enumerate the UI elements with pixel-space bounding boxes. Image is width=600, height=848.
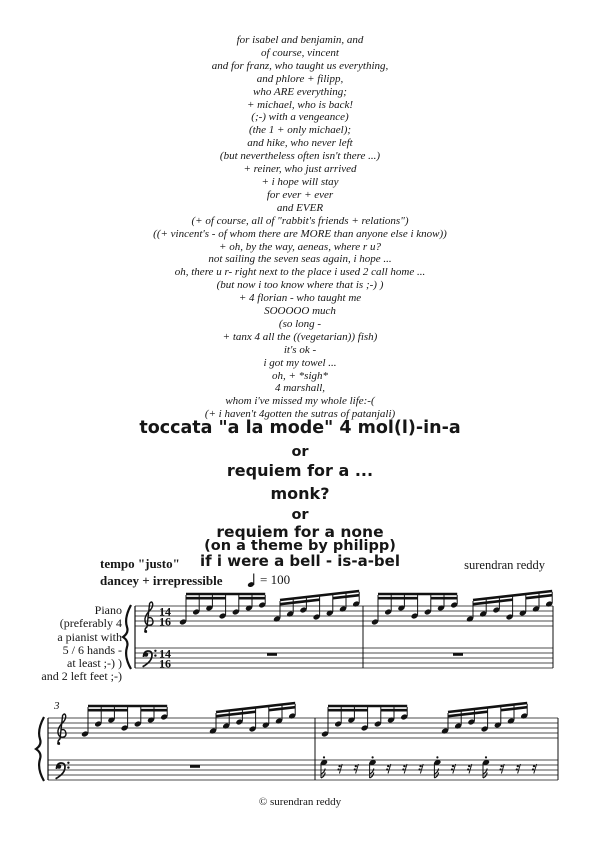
instrument-label-line: and 2 left feet ;-) [41, 669, 122, 684]
dedication-line: (+ of course, all of "rabbit's friends + relations") [191, 214, 409, 227]
dedication-line: ((+ vincent's - of whom there are MORE than anyone else i know)) [153, 227, 447, 240]
svg-text:14: 14 [159, 646, 171, 661]
dedication-line: (so long - [278, 317, 322, 330]
dedication-line: not sailing the seven seas again, i hope ... [208, 253, 392, 266]
title-line: monk? [270, 484, 330, 503]
title-line: or [291, 444, 309, 460]
whole-rest [267, 653, 277, 656]
instrument-label-line: a pianist with [57, 629, 122, 644]
whole-rest [190, 765, 200, 768]
title-line: requiem for a ... [226, 461, 374, 480]
dedication-line: and EVER [276, 201, 324, 214]
title-line: toccata "a la mode" 4 mol(l)-in-a [139, 418, 461, 438]
dedication-line: + oh, by the way, aeneas, where r u? [219, 240, 381, 253]
grand-staff-system [123, 591, 553, 671]
tempo-character-marking: dancey + irrepressible [100, 573, 223, 588]
dedication-line: + tanx 4 all the ((vegetarian)) fish) [222, 330, 378, 343]
dedication-line: (the 1 + only michael); [248, 124, 352, 137]
dedication-line: + 4 florian - who taught me [238, 292, 362, 305]
dedication-line: it's ok - [283, 343, 317, 356]
title-line: requiem for a none [216, 523, 384, 541]
svg-text:16: 16 [159, 614, 171, 629]
title-line: or [291, 507, 309, 523]
system-brace [36, 717, 44, 781]
dedication-line: + reiner, who just arrived [243, 163, 357, 176]
dedication-line: (but nevertheless often isn't there ...) [219, 150, 381, 163]
dedication-line: (+ i haven't 4gotten the sutras of patanjali) [204, 408, 396, 421]
instrument-label-line: (preferably 4 [59, 616, 122, 631]
copyright: © surendran reddy [258, 796, 342, 808]
instrument-label-line: at least ;-) ) [67, 656, 122, 671]
tempo-marking: tempo "justo" [100, 556, 180, 571]
instrument-label-line: Piano [94, 603, 122, 617]
dedication-line: + i hope will stay [261, 175, 339, 188]
instrument-label-line: 5 / 6 hands - [62, 642, 122, 657]
dedication-line: (;-) with a vengeance) [251, 111, 349, 124]
dedication-line: 4 marshall, [274, 382, 326, 395]
dedication-line: oh, there u r- right next to the place i used 2 call home ... [174, 266, 426, 279]
dedication-line: whom i've missed my whole life:-( [225, 395, 375, 408]
title-line: if i were a bell - is-a-bel [200, 552, 400, 570]
dedication-line: oh, + *sigh* [271, 369, 328, 382]
composer-name: surendran reddy [464, 558, 545, 572]
whole-rest [453, 653, 463, 656]
system-brace [123, 605, 131, 669]
dedication-line: + michael, who is back! [246, 98, 354, 111]
title-line: (on a theme by philipp) [204, 538, 396, 554]
svg-text:16: 16 [159, 656, 171, 671]
dedication-line: and for franz, who taught us everything, [211, 59, 389, 72]
metronome-value: = 100 [260, 572, 291, 587]
svg-text:14: 14 [159, 604, 171, 619]
grand-staff-system [36, 700, 558, 781]
dedication-line: of course, vincent [261, 46, 339, 59]
dedication-line: and hike, who never left [247, 137, 353, 150]
measure-number: 3 [54, 700, 60, 712]
dedication-line: for isabel and benjamin, and [236, 34, 364, 46]
dedication-line: (but now i too know where that is ;-) ) [216, 279, 384, 292]
dedication-line: for ever + ever [266, 188, 334, 201]
dedication-line: and phlore + filipp, [256, 72, 344, 85]
dedication-line: who ARE everything; [253, 85, 347, 98]
dedication-line: i got my towel ... [263, 356, 337, 369]
dedication-line: SOOOOO much [264, 305, 336, 318]
